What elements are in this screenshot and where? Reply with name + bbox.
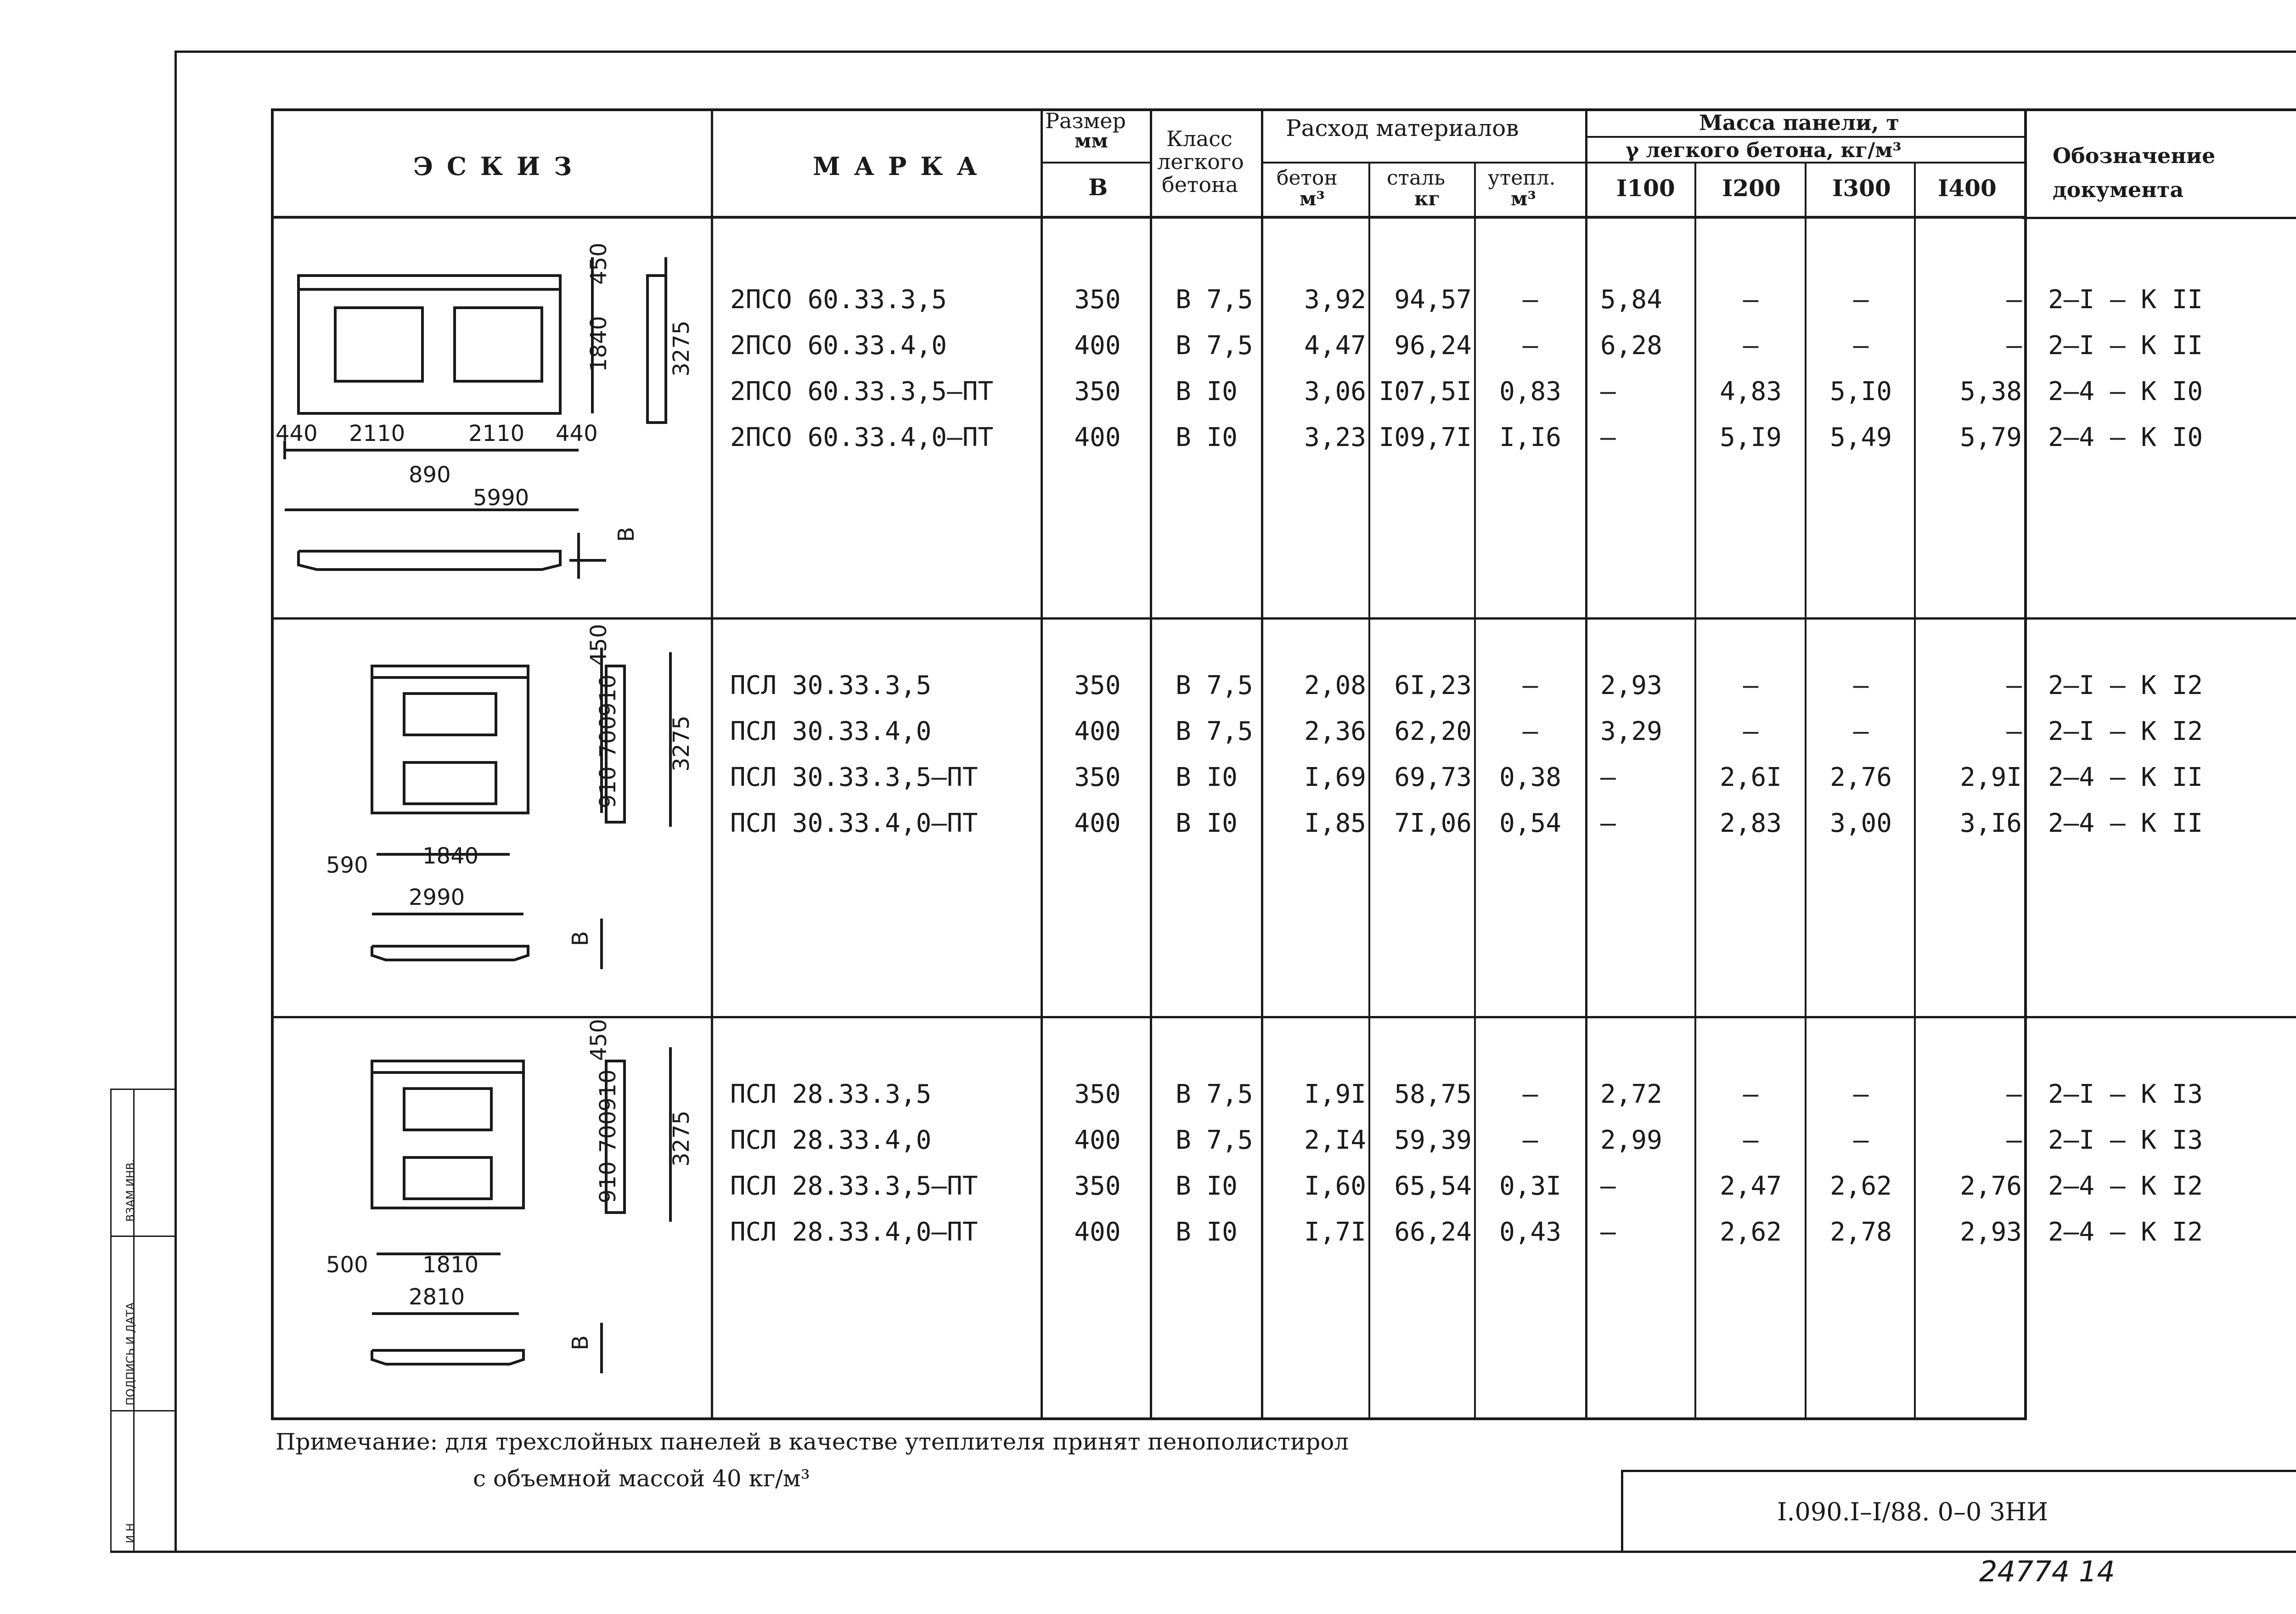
cell-doc: 2–4 – К I0 (2048, 377, 2203, 406)
cell-concrete: I,9I (1304, 1079, 1366, 1109)
header-steel-line2: кг (1414, 187, 1441, 210)
cell-concrete: 2,08 (1304, 671, 1366, 700)
cell-m1200: 2,6I (1720, 762, 1782, 792)
cell-steel: 96,24 (1394, 331, 1472, 361)
cell-concrete: 2,36 (1304, 717, 1366, 746)
header-d1300: I300 (1832, 175, 1891, 202)
bottom-section (372, 946, 528, 960)
cell-doc: 2–I – К II (2048, 285, 2203, 315)
cell-m1400: 2,9I (1960, 762, 2022, 792)
cell-b: 400 (1074, 1217, 1121, 1247)
window-opening-left (335, 308, 422, 381)
cell-m1100: – (1600, 1217, 1616, 1247)
cell-mark: ПСЛ 30.33.3,5 (730, 671, 932, 700)
cell-insul: – (1522, 285, 1538, 315)
cell-m1400: – (2006, 717, 2022, 746)
cell-m1200: 2,62 (1720, 1217, 1782, 1247)
header-doc-line2: документа (2053, 177, 2184, 202)
window-opening-bottom (404, 762, 496, 804)
panel-outline (298, 276, 560, 413)
cell-m1300: 2,76 (1830, 762, 1892, 792)
cell-b: 350 (1074, 1171, 1121, 1201)
cell-doc: 2–4 – К I2 (2048, 1217, 2203, 1247)
dim-700: 700 (595, 1111, 621, 1153)
cell-mark: 2ПСО 60.33.4,0 (730, 331, 947, 361)
header-steel-line1: сталь (1387, 166, 1446, 190)
dim-2810: 2810 (409, 1284, 465, 1310)
side-section (647, 276, 666, 423)
cell-concrete: I,60 (1304, 1171, 1366, 1201)
cell-m1400: 3,I6 (1960, 808, 2022, 838)
cell-m1300: – (1853, 285, 1869, 315)
note-line2: с объемной массой 40 кг/м³ (473, 1465, 810, 1492)
cell-insul: 0,3I (1499, 1171, 1561, 1201)
cell-m1100: – (1600, 808, 1616, 838)
cell-m1400: 2,93 (1960, 1217, 2022, 1247)
header-insul-line2: м³ (1511, 187, 1536, 210)
header-mass-line2: γ легкого бетона, кг/м³ (1626, 139, 1902, 162)
cell-steel: 69,73 (1394, 762, 1472, 792)
header-d1400: I400 (1938, 175, 1997, 202)
cell-steel: 6I,23 (1394, 671, 1472, 700)
cell-mark: ПСЛ 30.33.3,5–ПТ (730, 762, 978, 792)
cell-m1300: – (1853, 717, 1869, 746)
cell-m1300: – (1853, 671, 1869, 700)
cell-mark: ПСЛ 28.33.4,0 (730, 1125, 932, 1155)
header-size-line1: Размер (1045, 108, 1126, 133)
cell-b: 350 (1074, 671, 1121, 700)
cell-insul: – (1522, 717, 1538, 746)
cell-m1200: 2,83 (1720, 808, 1782, 838)
header-class-line1: Класс (1166, 126, 1232, 151)
cell-m1100: 2,72 (1600, 1079, 1662, 1109)
stamp-sign-label: ПОДПИСЬ И ДАТА (124, 1302, 137, 1405)
cell-mark: ПСЛ 28.33.3,5 (730, 1079, 932, 1109)
cell-cls: В I0 (1176, 808, 1238, 838)
header-doc-line1: Обозначение (2053, 143, 2216, 168)
dim-440-right: 440 (556, 421, 598, 446)
dim-1810: 1810 (422, 1252, 479, 1278)
header-concrete-line2: м³ (1300, 187, 1325, 210)
cell-steel: I09,7I (1379, 423, 1472, 452)
dim-910-bottom: 910 (595, 766, 621, 808)
dim-3275: 3275 (669, 1110, 694, 1167)
header-sketch: ЭСКИЗ (413, 152, 586, 181)
cell-doc: 2–I – К I3 (2048, 1079, 2203, 1109)
cell-b: 350 (1074, 762, 1121, 792)
cell-b: 350 (1074, 285, 1121, 315)
cell-concrete: I,85 (1304, 808, 1366, 838)
cell-m1400: – (2006, 1125, 2022, 1155)
cell-m1100: 3,29 (1600, 717, 1662, 746)
cell-cls: В I0 (1176, 762, 1238, 792)
cell-insul: 0,38 (1499, 762, 1561, 792)
cell-m1400: 2,76 (1960, 1171, 2022, 1201)
cell-b: 350 (1074, 377, 1121, 406)
cell-m1200: – (1743, 331, 1759, 361)
cell-m1300: 5,I0 (1830, 377, 1892, 406)
cell-m1200: – (1743, 285, 1759, 315)
cell-doc: 2–I – К I3 (2048, 1125, 2203, 1155)
dim-b: В (568, 1335, 593, 1350)
title-block (1621, 1470, 2296, 1552)
cell-mark: ПСЛ 30.33.4,0 (730, 717, 932, 746)
cell-insul: – (1522, 331, 1538, 361)
cell-cls: В I0 (1176, 1217, 1238, 1247)
cell-m1200: – (1743, 1125, 1759, 1155)
cell-b: 400 (1074, 808, 1121, 838)
cell-m1400: 5,79 (1960, 423, 2022, 452)
cell-m1200: – (1743, 1079, 1759, 1109)
cell-steel: 94,57 (1394, 285, 1472, 315)
cell-doc: 2–4 – К I2 (2048, 1171, 2203, 1201)
dim-890: 890 (409, 462, 451, 488)
cell-steel: 65,54 (1394, 1171, 1472, 1201)
header-insul-line1: утепл. (1488, 166, 1556, 190)
cell-m1100: 2,99 (1600, 1125, 1662, 1155)
cell-m1100: – (1600, 377, 1616, 406)
cell-b: 400 (1074, 717, 1121, 746)
header-class-line2: легкого (1157, 149, 1244, 174)
cell-m1300: – (1853, 1125, 1869, 1155)
cell-b: 400 (1074, 423, 1121, 452)
cell-m1400: – (2006, 285, 2022, 315)
cell-m1400: – (2006, 1079, 2022, 1109)
cell-cls: В 7,5 (1176, 671, 1253, 700)
cell-m1400: – (2006, 671, 2022, 700)
header-d1100: I100 (1616, 175, 1675, 202)
cell-m1200: 2,47 (1720, 1171, 1782, 1201)
cell-steel: I07,5I (1379, 377, 1472, 406)
header-concrete-line1: бетон (1277, 166, 1338, 190)
panel-outline (372, 1061, 523, 1208)
dim-450: 450 (586, 1019, 612, 1061)
dim-450: 450 (586, 243, 612, 285)
cell-mark: ПСЛ 30.33.4,0–ПТ (730, 808, 978, 838)
cell-m1300: 5,49 (1830, 423, 1892, 452)
cell-steel: 62,20 (1394, 717, 1472, 746)
cell-m1200: – (1743, 671, 1759, 700)
cell-m1100: – (1600, 423, 1616, 452)
dim-5990: 5990 (473, 485, 529, 511)
sketch-group-2 (285, 625, 698, 1001)
cell-insul: – (1522, 1079, 1538, 1109)
cell-steel: 58,75 (1394, 1079, 1472, 1109)
bottom-section (372, 1350, 523, 1364)
stamp-inv-orig-label: И.Н (124, 1523, 137, 1543)
dim-b: В (613, 527, 639, 542)
cell-b: 400 (1074, 1125, 1121, 1155)
dim-500: 500 (326, 1252, 368, 1278)
cell-mark: ПСЛ 28.33.3,5–ПТ (730, 1171, 978, 1201)
dim-910-top: 910 (595, 674, 621, 717)
cell-concrete: 3,06 (1304, 377, 1366, 406)
dim-2990: 2990 (409, 885, 465, 910)
cell-m1300: 2,62 (1830, 1171, 1892, 1201)
cell-cls: В I0 (1176, 423, 1238, 452)
cell-concrete: I,69 (1304, 762, 1366, 792)
panel-outline (372, 666, 528, 813)
header-size-line2: мм (1075, 130, 1108, 152)
cell-doc: 2–4 – К II (2048, 762, 2203, 792)
cell-cls: В I0 (1176, 1171, 1238, 1201)
cell-cls: В 7,5 (1176, 285, 1253, 315)
cell-mark: 2ПСО 60.33.4,0–ПТ (730, 423, 994, 452)
cell-cls: В 7,5 (1176, 717, 1253, 746)
header-mark: МАРКА (813, 152, 991, 181)
window-opening-right (455, 308, 542, 381)
document-code: I.090.I–I/88. 0–0 ЗНИ (1777, 1497, 2048, 1526)
cell-m1300: – (1853, 331, 1869, 361)
header-consumption: Расход материалов (1286, 115, 1519, 141)
dim-590: 590 (326, 852, 368, 878)
cell-m1400: – (2006, 331, 2022, 361)
cell-m1300: 2,78 (1830, 1217, 1892, 1247)
cell-concrete: 4,47 (1304, 331, 1366, 361)
cell-mark: ПСЛ 28.33.4,0–ПТ (730, 1217, 978, 1247)
bottom-section (298, 551, 560, 570)
cell-m1100: 2,93 (1600, 671, 1662, 700)
window-opening-bottom (404, 1157, 491, 1199)
cell-b: 350 (1074, 1079, 1121, 1109)
sheet-number: 24774 14 (1979, 1555, 2115, 1588)
dim-1840: 1840 (422, 843, 479, 869)
cell-m1400: 5,38 (1960, 377, 2022, 406)
window-opening-top (404, 1089, 491, 1130)
dim-1840: 1840 (586, 316, 612, 372)
cell-mark: 2ПСО 60.33.3,5 (730, 285, 947, 315)
stamp-inv-label: ВЗАМ.ИНВ. (124, 1159, 137, 1222)
cell-doc: 2–I – К I2 (2048, 717, 2203, 746)
dim-910-top: 910 (595, 1069, 621, 1112)
header-class-line3: бетона (1162, 172, 1238, 197)
cell-doc: 2–I – К II (2048, 331, 2203, 361)
dim-2110-left: 2110 (349, 421, 405, 446)
cell-concrete: I,7I (1304, 1217, 1366, 1247)
dim-3275: 3275 (669, 320, 694, 377)
cell-m1100: 5,84 (1600, 285, 1662, 315)
cell-cls: В 7,5 (1176, 1079, 1253, 1109)
dim-b: В (568, 931, 593, 946)
cell-steel: 7I,06 (1394, 808, 1472, 838)
sketch-group-3 (285, 1020, 698, 1396)
cell-concrete: 2,I4 (1304, 1125, 1366, 1155)
dim-3275: 3275 (669, 715, 694, 772)
cell-insul: – (1522, 1125, 1538, 1155)
cell-concrete: 3,92 (1304, 285, 1366, 315)
cell-m1100: – (1600, 1171, 1616, 1201)
cell-insul: 0,43 (1499, 1217, 1561, 1247)
cell-insul: – (1522, 671, 1538, 700)
cell-insul: I,I6 (1499, 423, 1561, 452)
cell-cls: В I0 (1176, 377, 1238, 406)
cell-steel: 66,24 (1394, 1217, 1472, 1247)
cell-m1100: – (1600, 762, 1616, 792)
dim-440-left: 440 (276, 421, 318, 446)
cell-concrete: 3,23 (1304, 423, 1366, 452)
cell-m1300: 3,00 (1830, 808, 1892, 838)
header-d1200: I200 (1722, 175, 1781, 202)
cell-insul: 0,54 (1499, 808, 1561, 838)
cell-m1200: – (1743, 717, 1759, 746)
note-line1: Примечание: для трехслойных панелей в качестве утеплителя принят пенополистирол (276, 1428, 1349, 1455)
cell-m1100: 6,28 (1600, 331, 1662, 361)
cell-steel: 59,39 (1394, 1125, 1472, 1155)
cell-m1200: 4,83 (1720, 377, 1782, 406)
cell-doc: 2–I – К I2 (2048, 671, 2203, 700)
cell-cls: В 7,5 (1176, 331, 1253, 361)
cell-doc: 2–4 – К I0 (2048, 423, 2203, 452)
cell-m1300: – (1853, 1079, 1869, 1109)
cell-cls: В 7,5 (1176, 1125, 1253, 1155)
cell-insul: 0,83 (1499, 377, 1561, 406)
sketch-group-1 (276, 239, 698, 597)
window-opening-top (404, 694, 496, 735)
header-mass-line1: Масса панели, т (1699, 110, 1900, 135)
dim-700: 700 (595, 716, 621, 758)
cell-m1200: 5,I9 (1720, 423, 1782, 452)
cell-doc: 2–4 – К II (2048, 808, 2203, 838)
dim-450: 450 (586, 624, 612, 666)
cell-mark: 2ПСО 60.33.3,5–ПТ (730, 377, 994, 406)
dim-2110-right: 2110 (468, 421, 525, 446)
dim-910-bottom: 910 (595, 1161, 621, 1203)
header-size-b: В (1088, 174, 1108, 201)
cell-b: 400 (1074, 331, 1121, 361)
